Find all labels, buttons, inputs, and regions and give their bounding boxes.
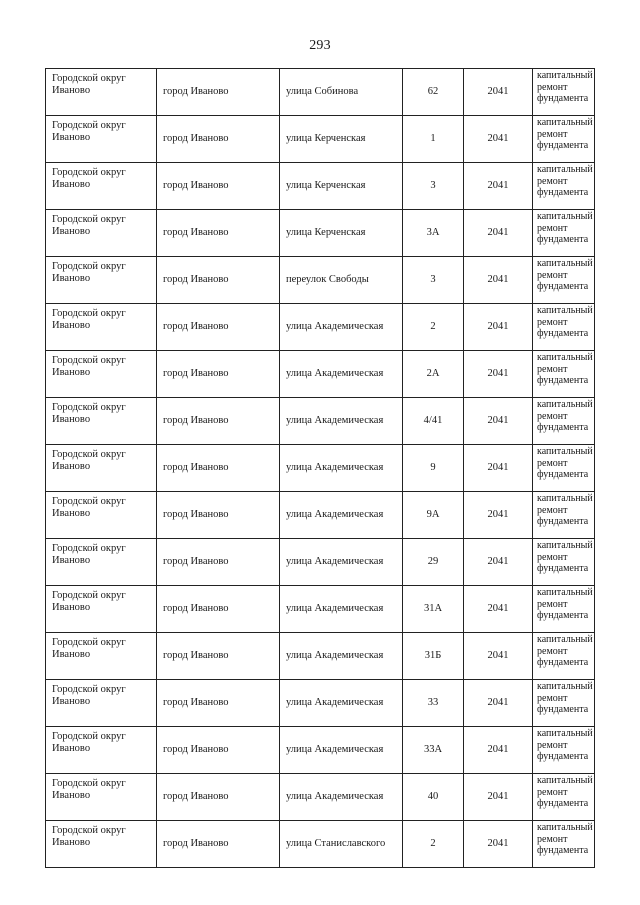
work-type-line: фундамента [537,845,589,856]
work-type-line: ремонт [537,222,568,234]
year-cell: 2041 [464,69,533,116]
work-type-line: ремонт [537,316,568,328]
district-cell: Городской округ Иваново [46,774,157,821]
city-cell: город Иваново [157,492,280,539]
work-type-line: капитальный [537,211,593,222]
year-cell: 2041 [464,304,533,351]
repair-schedule-table [45,68,595,868]
work-type-line: фундамента [537,798,589,809]
work-type-line: фундамента [537,328,589,339]
work-type-line: фундамента [537,516,589,527]
city-cell: город Иваново [157,257,280,304]
table-row [46,445,595,492]
work-type-cell [533,821,595,868]
table-row [46,492,595,539]
street-cell: улица Академическая [280,727,403,774]
street-cell: улица Академическая [280,351,403,398]
city-cell: город Иваново [157,398,280,445]
work-type-line: фундамента [537,657,589,668]
work-type-line: фундамента [537,469,589,480]
street-cell: улица Керченская [280,210,403,257]
table-row [46,727,595,774]
street-cell: улица Академическая [280,539,403,586]
house-number-cell: 2А [403,351,464,398]
street-cell: улица Академическая [280,398,403,445]
house-number-cell: 3 [403,257,464,304]
street-cell: улица Собинова [280,69,403,116]
work-type-cell [533,116,595,163]
work-type-line: ремонт [537,504,568,516]
house-number-cell: 31А [403,586,464,633]
house-number-cell: 31Б [403,633,464,680]
work-type-line: фундамента [537,751,589,762]
district-cell: Городской округ Иваново [46,210,157,257]
city-cell: город Иваново [157,727,280,774]
district-cell: Городской округ Иваново [46,727,157,774]
year-cell: 2041 [464,633,533,680]
district-cell: Городской округ Иваново [46,304,157,351]
work-type-line: ремонт [537,645,568,657]
district-cell: Городской округ Иваново [46,69,157,116]
district-cell: Городской округ Иваново [46,539,157,586]
city-cell: город Иваново [157,774,280,821]
street-cell: улица Академическая [280,680,403,727]
table-row [46,257,595,304]
table-row [46,210,595,257]
city-cell: город Иваново [157,69,280,116]
city-cell: город Иваново [157,445,280,492]
work-type-line: капитальный [537,728,593,739]
table-row [46,586,595,633]
work-type-line: капитальный [537,258,593,269]
work-type-cell [533,398,595,445]
table-row [46,69,595,116]
work-type-line: капитальный [537,822,593,833]
district-cell: Городской округ Иваново [46,633,157,680]
work-type-line: капитальный [537,117,593,128]
table-row [46,398,595,445]
table-row [46,304,595,351]
district-cell: Городской округ Иваново [46,351,157,398]
work-type-line: фундамента [537,281,589,292]
year-cell: 2041 [464,586,533,633]
district-cell: Городской округ Иваново [46,116,157,163]
work-type-line: фундамента [537,234,589,245]
year-cell: 2041 [464,727,533,774]
work-type-line: фундамента [537,375,589,386]
work-type-cell [533,774,595,821]
district-cell: Городской округ Иваново [46,680,157,727]
street-cell: улица Академическая [280,633,403,680]
year-cell: 2041 [464,492,533,539]
work-type-line: фундамента [537,422,589,433]
year-cell: 2041 [464,774,533,821]
work-type-cell [533,539,595,586]
street-cell: переулок Свободы [280,257,403,304]
work-type-line: фундамента [537,563,589,574]
city-cell: город Иваново [157,304,280,351]
street-cell: улица Академическая [280,492,403,539]
year-cell: 2041 [464,821,533,868]
work-type-cell [533,69,595,116]
work-type-cell [533,445,595,492]
work-type-line: ремонт [537,269,568,281]
district-cell: Городской округ Иваново [46,257,157,304]
city-cell: город Иваново [157,586,280,633]
table-row [46,680,595,727]
work-type-line: капитальный [537,775,593,786]
year-cell: 2041 [464,539,533,586]
street-cell: улица Академическая [280,304,403,351]
work-type-line: ремонт [537,551,568,563]
house-number-cell: 40 [403,774,464,821]
work-type-cell [533,210,595,257]
work-type-line: ремонт [537,598,568,610]
work-type-line: ремонт [537,410,568,422]
house-number-cell: 4/41 [403,398,464,445]
year-cell: 2041 [464,116,533,163]
work-type-line: фундамента [537,93,589,104]
year-cell: 2041 [464,680,533,727]
city-cell: город Иваново [157,539,280,586]
house-number-cell: 9А [403,492,464,539]
table-row [46,539,595,586]
work-type-cell [533,492,595,539]
house-number-cell: 33А [403,727,464,774]
work-type-cell [533,633,595,680]
street-cell: улица Станиславского [280,821,403,868]
district-cell: Городской округ Иваново [46,821,157,868]
street-cell: улица Академическая [280,586,403,633]
work-type-line: фундамента [537,704,589,715]
work-type-line: фундамента [537,140,589,151]
year-cell: 2041 [464,210,533,257]
work-type-line: капитальный [537,305,593,316]
year-cell: 2041 [464,398,533,445]
work-type-cell [533,586,595,633]
table-row [46,116,595,163]
work-type-cell [533,727,595,774]
city-cell: город Иваново [157,821,280,868]
work-type-line: капитальный [537,164,593,175]
work-type-line: капитальный [537,399,593,410]
street-cell: улица Академическая [280,774,403,821]
city-cell: город Иваново [157,633,280,680]
table-row [46,163,595,210]
street-cell: улица Академическая [280,445,403,492]
house-number-cell: 29 [403,539,464,586]
work-type-line: ремонт [537,692,568,704]
work-type-line: ремонт [537,739,568,751]
work-type-cell [533,257,595,304]
work-type-line: капитальный [537,352,593,363]
work-type-line: капитальный [537,540,593,551]
city-cell: город Иваново [157,210,280,257]
district-cell: Городской округ Иваново [46,445,157,492]
work-type-cell [533,304,595,351]
city-cell: город Иваново [157,680,280,727]
table-row [46,774,595,821]
work-type-line: ремонт [537,128,568,140]
work-type-line: капитальный [537,587,593,598]
table-body [46,69,595,868]
district-cell: Городской округ Иваново [46,163,157,210]
district-cell: Городской округ Иваново [46,398,157,445]
work-type-line: ремонт [537,786,568,798]
house-number-cell: 1 [403,116,464,163]
district-cell: Городской округ Иваново [46,492,157,539]
street-cell: улица Керченская [280,163,403,210]
city-cell: город Иваново [157,116,280,163]
work-type-cell [533,163,595,210]
house-number-cell: 3 [403,163,464,210]
work-type-line: ремонт [537,363,568,375]
house-number-cell: 9 [403,445,464,492]
table-row [46,351,595,398]
year-cell: 2041 [464,257,533,304]
district-cell: Городской округ Иваново [46,586,157,633]
year-cell: 2041 [464,351,533,398]
table-row [46,633,595,680]
street-cell: улица Керченская [280,116,403,163]
work-type-line: капитальный [537,493,593,504]
house-number-cell: 2 [403,304,464,351]
work-type-cell [533,351,595,398]
work-type-line: ремонт [537,81,568,93]
house-number-cell: 3А [403,210,464,257]
work-type-line: капитальный [537,634,593,645]
work-type-line: ремонт [537,175,568,187]
page-number: 293 [309,38,331,53]
work-type-cell [533,680,595,727]
city-cell: город Иваново [157,163,280,210]
work-type-line: ремонт [537,833,568,845]
work-type-line: фундамента [537,187,589,198]
work-type-line: ремонт [537,457,568,469]
house-number-cell: 33 [403,680,464,727]
year-cell: 2041 [464,163,533,210]
house-number-cell: 2 [403,821,464,868]
city-cell: город Иваново [157,351,280,398]
work-type-line: капитальный [537,70,593,81]
year-cell: 2041 [464,445,533,492]
work-type-line: капитальный [537,681,593,692]
table-row [46,821,595,868]
house-number-cell: 62 [403,69,464,116]
work-type-line: фундамента [537,610,589,621]
work-type-line: капитальный [537,446,593,457]
